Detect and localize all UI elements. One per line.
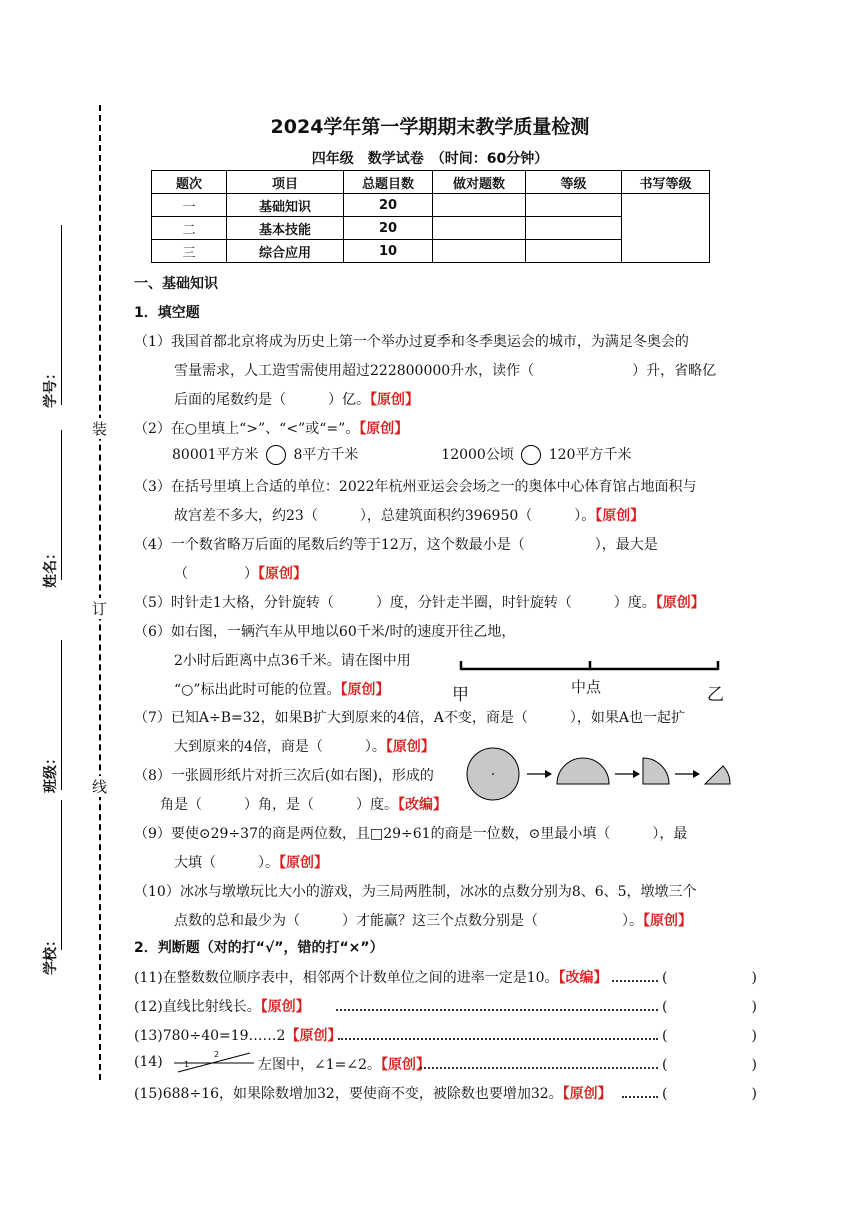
table-cell: 20	[344, 194, 433, 217]
grade-cell[interactable]	[526, 217, 622, 240]
j11-text: (11)在整数数位顺序表中，相邻两个计数单位之间的进率一定是10。	[134, 970, 559, 986]
q3-text: 故宫差不多大，约23（ ），总建筑面积约396950（ ）。	[174, 508, 596, 524]
q5-line1	[134, 592, 705, 612]
original-tag: 【原创】	[655, 595, 705, 611]
name-line	[61, 430, 62, 580]
original-tag: 【原创】	[562, 1086, 612, 1102]
table-cell: 基础知识	[227, 194, 344, 217]
q9-line1: （9）要使⊙29÷37的商是两位数，且□29÷61的商是一位数，⊙里最小填（ ），最	[134, 826, 688, 842]
original-tag: 【原创】	[359, 421, 409, 437]
binding-char-zhuang: 装	[92, 420, 108, 438]
q4-text: （ ）	[174, 566, 258, 582]
student-id-line	[61, 225, 62, 405]
original-tag: 【原创】	[260, 999, 310, 1015]
table-cell: 综合应用	[227, 240, 344, 263]
table-cell: 三	[152, 240, 227, 263]
j13-leader-dots	[338, 1038, 658, 1040]
q1-text: 后面的尾数约是（ ）亿。	[174, 392, 370, 408]
j14-text: 左图中，∠1=∠2。	[258, 1057, 382, 1073]
name-label: 姓名：	[43, 546, 59, 588]
j12-text: (12)直线比射线长。	[134, 999, 261, 1015]
part-heading-fill-in: 1．填空题	[134, 305, 200, 321]
q10-line2	[174, 910, 692, 930]
compare-circle[interactable]	[266, 445, 286, 465]
q1-line1: （1）我国首都北京将成为历史上第一个举办过夏季和冬季奥运会的城市，为满足冬奥会的	[134, 334, 689, 350]
j14-line	[134, 1054, 163, 1070]
j12-line	[134, 996, 310, 1016]
original-tag: 【原创】	[595, 508, 645, 524]
correct-count-cell[interactable]	[433, 240, 526, 263]
q10-text: 点数的总和最少为（ ）才能赢？这三个点数分别是（ ）。	[174, 913, 643, 929]
table-cell: 二	[152, 217, 227, 240]
q2-b1: 8平方千米	[293, 447, 359, 463]
original-tag: 【原创】	[340, 682, 390, 698]
q2-a2: 12000公顷	[441, 447, 514, 463]
q6-text: “○”标出此时可能的位置。	[174, 682, 341, 698]
correct-count-cell[interactable]	[433, 217, 526, 240]
adapted-tag: 【改编】	[558, 970, 608, 986]
original-tag: 【原创】	[258, 566, 307, 582]
q7-line2	[174, 736, 435, 756]
j15-text: (15)688÷16，如果除数增加32，要使商不变，被除数也要增加32。	[134, 1086, 563, 1102]
binding-char-xian: 线	[92, 778, 108, 796]
score-table-header	[152, 171, 710, 194]
exam-subtitle: 四年级 数学试卷 （时间：60分钟）	[311, 151, 549, 167]
header-cell: 做对题数	[433, 171, 526, 194]
midpoint-label: 中点	[571, 678, 602, 696]
angle-1-label: 1	[184, 1060, 190, 1069]
binding-char-ding: 订	[92, 600, 108, 618]
q6-line2: 2小时后距离中点36千米。请在图中用	[174, 653, 411, 669]
q4-line2	[174, 563, 307, 583]
compare-circle[interactable]	[521, 445, 541, 465]
q3-line2	[174, 505, 644, 525]
original-tag: 【原创】	[285, 1028, 342, 1044]
q10-line1: （10）冰冰与墩墩玩比大小的游戏，为三局两胜制，冰冰的点数分别为8、6、5，墩墩三个	[134, 884, 697, 900]
q3-line1: （3）在括号里填上合适的单位：2022年杭州亚运会会场之一的奥体中心体育馆占地面积与	[134, 479, 697, 495]
j13-answer-box[interactable]: ( )	[662, 1028, 757, 1044]
j15-line	[134, 1083, 612, 1103]
j13-text: (13)780÷40=19……2	[134, 1028, 286, 1044]
class-label: 班级：	[43, 751, 59, 793]
writing-grade-cell[interactable]	[622, 194, 710, 263]
j14-answer-box[interactable]: ( )	[662, 1057, 757, 1073]
q2-a1: 80001平方米	[172, 447, 259, 463]
j14-num: (14)	[134, 1054, 163, 1070]
q2-line2	[172, 444, 631, 465]
j13-line	[134, 1025, 341, 1045]
grade-cell[interactable]	[526, 240, 622, 263]
j15-leader-dots	[622, 1096, 658, 1098]
j12-answer-box[interactable]: ( )	[662, 999, 757, 1015]
header-cell: 等级	[526, 171, 622, 194]
header-cell: 书写等级	[622, 171, 710, 194]
j14-leader-dots	[420, 1067, 658, 1069]
table-cell: 10	[344, 240, 433, 263]
original-tag: 【原创】	[370, 392, 419, 408]
q4-line1: （4）一个数省略万后面的尾数后约等于12万，这个数最小是（ ），最大是	[134, 537, 658, 553]
q1-line3	[174, 389, 419, 409]
header-cell: 项目	[227, 171, 344, 194]
q6-line3	[174, 679, 390, 699]
section-heading: 一、基础知识	[134, 276, 218, 292]
correct-count-cell[interactable]	[433, 194, 526, 217]
q8-line1: （8）一张圆形纸片对折三次后(如右图)，形成的	[134, 768, 434, 784]
school-label: 学校：	[43, 933, 59, 975]
q2-b2: 120平方千米	[548, 447, 632, 463]
adapted-tag: 【改编】	[398, 797, 447, 813]
q8-line2	[160, 794, 447, 814]
q2-text: （2）在○里填上“>”、“<”或“=”。	[134, 421, 360, 437]
q7-line1: （7）已知A÷B=32，如果B扩大到原来的4倍，A不变，商是（ ），如果A也一起扩	[134, 710, 685, 726]
paper-folding-diagram	[465, 745, 735, 805]
j12-leader-dots	[336, 1009, 658, 1011]
q5-text: （5）时针走1大格，分针旋转（ ）度，分针走半圈，时针旋转（ ）度。	[134, 595, 656, 611]
j11-leader-dots	[612, 980, 658, 982]
original-tag: 【原创】	[381, 1057, 431, 1073]
q1-line2: 雪量需求，人工造雪需使用超过222800000升水，读作（ ）升，省略亿	[174, 363, 717, 379]
j15-answer-box[interactable]: ( )	[662, 1086, 757, 1102]
point-jia-label: 甲	[452, 685, 469, 705]
original-tag: 【原创】	[643, 913, 692, 929]
binding-dashed-line	[99, 105, 101, 1080]
header-cell: 题次	[152, 171, 227, 194]
header-cell: 总题目数	[344, 171, 433, 194]
table-cell: 一	[152, 194, 227, 217]
j14-line-b	[258, 1054, 430, 1074]
point-yi-label: 乙	[707, 685, 724, 705]
table-cell: 基本技能	[227, 217, 344, 240]
table-row	[152, 194, 710, 217]
j11-line	[134, 967, 608, 987]
part-heading-true-false: 2．判断题（对的打“√”，错的打“×”）	[134, 940, 384, 956]
school-line	[61, 800, 62, 950]
score-table	[151, 170, 710, 263]
table-cell: 20	[344, 217, 433, 240]
student-id-label: 学号：	[43, 366, 59, 408]
q9-text: 大填（ ）。	[174, 855, 279, 871]
original-tag: 【原创】	[385, 739, 435, 755]
q6-line1: （6）如右图，一辆汽车从甲地以60千米/时的速度开往乙地，	[134, 624, 516, 640]
q7-text: 大到原来的4倍，商是（ ）。	[174, 739, 386, 755]
grade-cell[interactable]	[526, 194, 622, 217]
j11-answer-box[interactable]: ( )	[662, 970, 757, 986]
original-tag: 【原创】	[279, 855, 328, 871]
class-line	[61, 640, 62, 790]
angle-2-label: 2	[214, 1050, 220, 1059]
q2-line1	[134, 418, 408, 438]
q8-text: 角是（ ）角，是（ ）度。	[160, 797, 398, 813]
q9-line2	[174, 852, 328, 872]
angle-diagram	[170, 1050, 256, 1074]
page-title: 2024学年第一学期期末教学质量检测	[270, 116, 590, 138]
